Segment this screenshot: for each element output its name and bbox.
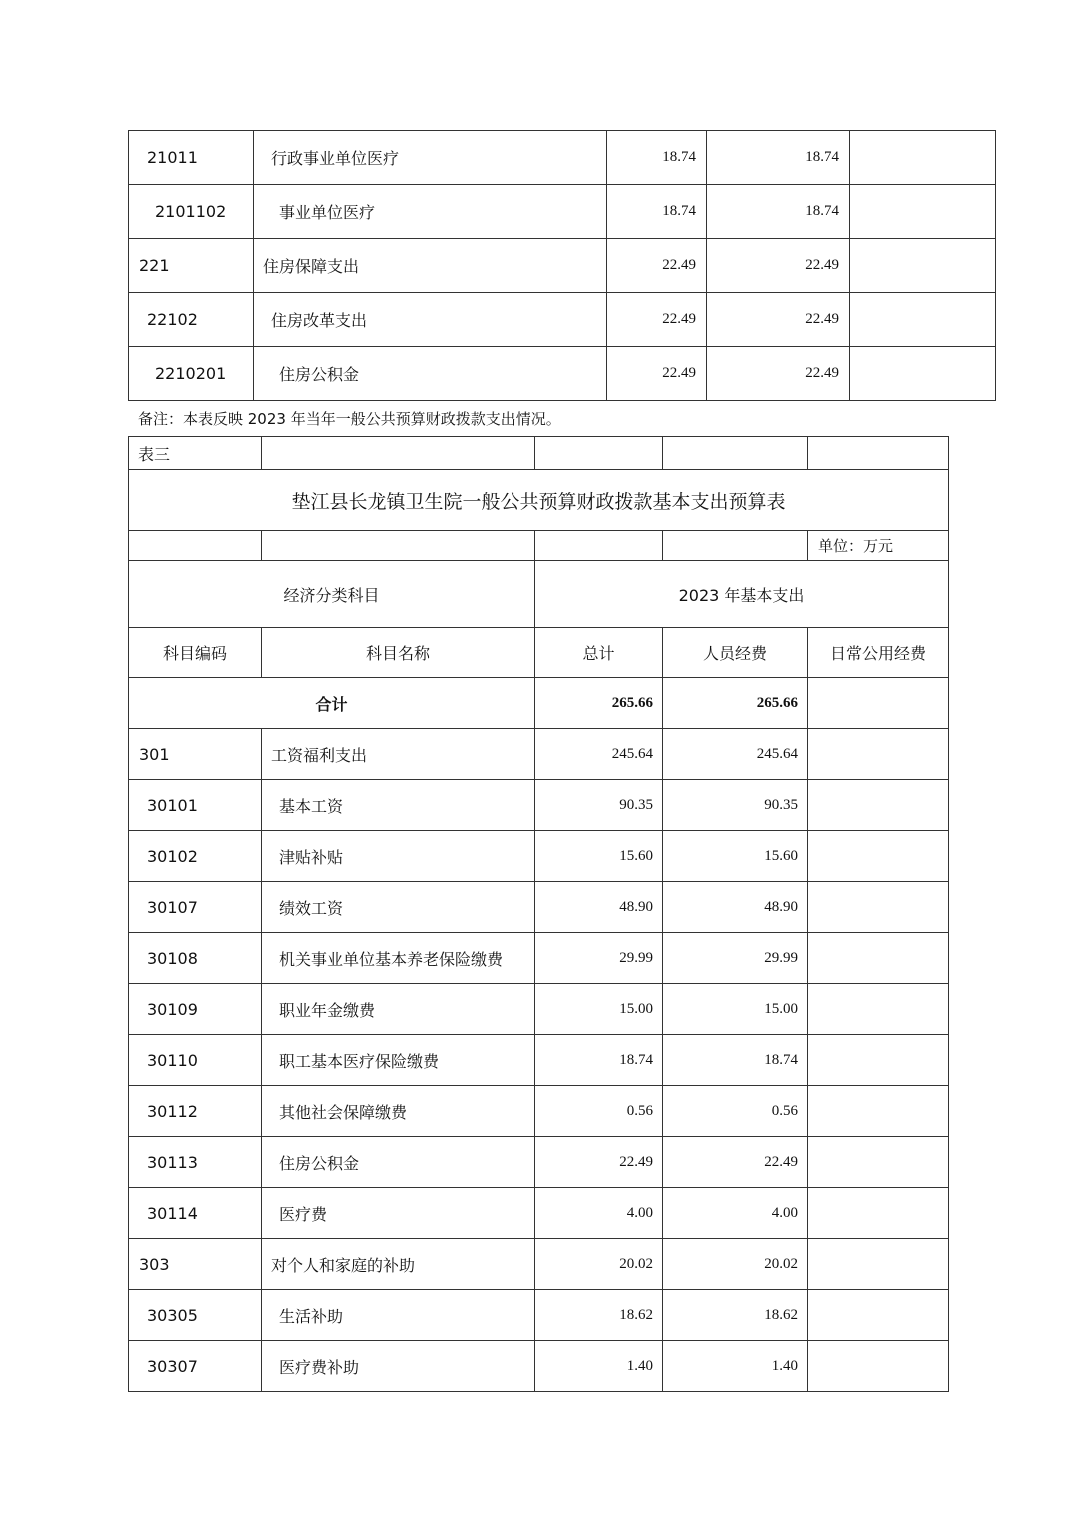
group-header-basic-expenditure: 2023 年基本支出 [535,561,949,628]
table-row [129,1086,949,1137]
row-code: 30112 [129,1086,262,1137]
row-personnel: 48.90 [663,882,808,933]
row-personnel: 20.02 [663,1239,808,1290]
row-total: 4.00 [535,1188,663,1239]
row-code: 301 [129,729,262,780]
row-personnel: 18.62 [663,1290,808,1341]
table-note: 备注：本表反映 2023 年当年一般公共预算财政拨款支出情况。 [138,410,561,428]
row-public [808,1290,949,1341]
row-value-1: 22.49 [607,347,707,401]
row-code: 30107 [129,882,262,933]
total-row-total: 265.66 [535,678,663,729]
row-personnel: 245.64 [663,729,808,780]
row-value-3 [850,347,996,401]
row-personnel: 0.56 [663,1086,808,1137]
row-name: 基本工资 [262,780,535,831]
total-row-label: 合计 [129,678,535,729]
table-row [129,882,949,933]
row-code: 30305 [129,1290,262,1341]
row-name: 住房保障支出 [254,239,607,293]
row-value-3 [850,131,996,185]
row-personnel: 18.74 [663,1035,808,1086]
row-total: 48.90 [535,882,663,933]
table-row [129,185,996,239]
row-value-2: 22.49 [707,347,850,401]
row-public [808,780,949,831]
row-value-1: 22.49 [607,293,707,347]
row-code: 221 [129,239,254,293]
unit-label: 单位：万元 [808,531,949,561]
row-personnel: 15.60 [663,831,808,882]
row-code: 2101102 [129,185,254,239]
row-total: 245.64 [535,729,663,780]
row-value-3 [850,185,996,239]
row-value-1: 22.49 [607,239,707,293]
row-code: 30110 [129,1035,262,1086]
table-row [129,729,949,780]
previous-table-continuation [128,130,996,401]
column-header-name: 科目名称 [262,628,535,678]
row-value-1: 18.74 [607,131,707,185]
row-total: 20.02 [535,1239,663,1290]
table-three [128,436,949,1392]
table-row [129,1137,949,1188]
row-public [808,1086,949,1137]
row-name: 生活补助 [262,1290,535,1341]
row-name: 津贴补贴 [262,831,535,882]
row-name: 事业单位医疗 [254,185,607,239]
table-row [129,1035,949,1086]
row-code: 303 [129,1239,262,1290]
table-row [129,831,949,882]
table-row [129,984,949,1035]
row-value-1: 18.74 [607,185,707,239]
row-public [808,1239,949,1290]
row-value-2: 18.74 [707,131,850,185]
group-header-classification: 经济分类科目 [129,561,535,628]
row-public [808,933,949,984]
row-name: 行政事业单位医疗 [254,131,607,185]
table-title: 垫江县长龙镇卫生院一般公共预算财政拨款基本支出预算表 [129,470,949,531]
row-public [808,1137,949,1188]
row-public [808,1341,949,1392]
row-public [808,1188,949,1239]
column-header-code: 科目编码 [129,628,262,678]
row-total: 22.49 [535,1137,663,1188]
row-name: 住房改革支出 [254,293,607,347]
row-total: 15.60 [535,831,663,882]
row-code: 30307 [129,1341,262,1392]
table-row [129,1290,949,1341]
row-name: 医疗费 [262,1188,535,1239]
row-name: 住房公积金 [254,347,607,401]
table-row [129,131,996,185]
table-row [129,780,949,831]
row-name: 医疗费补助 [262,1341,535,1392]
row-name: 其他社会保障缴费 [262,1086,535,1137]
row-name: 职业年金缴费 [262,984,535,1035]
row-public [808,984,949,1035]
row-code: 30113 [129,1137,262,1188]
table-row [129,1239,949,1290]
table-row [129,1188,949,1239]
row-value-3 [850,239,996,293]
row-personnel: 29.99 [663,933,808,984]
row-public [808,1035,949,1086]
total-row-personnel: 265.66 [663,678,808,729]
row-total: 18.74 [535,1035,663,1086]
row-total: 90.35 [535,780,663,831]
row-total: 15.00 [535,984,663,1035]
row-value-2: 22.49 [707,239,850,293]
row-public [808,729,949,780]
column-header-total: 总计 [535,628,663,678]
row-personnel: 22.49 [663,1137,808,1188]
row-value-2: 22.49 [707,293,850,347]
row-name: 机关事业单位基本养老保险缴费 [262,933,535,984]
table-row [129,933,949,984]
row-total: 29.99 [535,933,663,984]
total-row-public [808,678,949,729]
table-row [129,347,996,401]
row-code: 22102 [129,293,254,347]
row-personnel: 15.00 [663,984,808,1035]
table-label: 表三 [129,437,262,470]
row-value-2: 18.74 [707,185,850,239]
row-personnel: 90.35 [663,780,808,831]
row-code: 30109 [129,984,262,1035]
row-total: 18.62 [535,1290,663,1341]
column-header-personnel: 人员经费 [663,628,808,678]
table-row [129,239,996,293]
row-personnel: 4.00 [663,1188,808,1239]
row-public [808,831,949,882]
row-code: 21011 [129,131,254,185]
row-name: 对个人和家庭的补助 [262,1239,535,1290]
row-code: 30114 [129,1188,262,1239]
table-row [129,1341,949,1392]
row-total: 0.56 [535,1086,663,1137]
row-code: 30102 [129,831,262,882]
row-total: 1.40 [535,1341,663,1392]
row-personnel: 1.40 [663,1341,808,1392]
row-name: 住房公积金 [262,1137,535,1188]
row-public [808,882,949,933]
row-code: 30101 [129,780,262,831]
row-value-3 [850,293,996,347]
row-name: 职工基本医疗保险缴费 [262,1035,535,1086]
table-row [129,293,996,347]
row-code: 2210201 [129,347,254,401]
row-code: 30108 [129,933,262,984]
row-name: 绩效工资 [262,882,535,933]
row-name: 工资福利支出 [262,729,535,780]
column-header-public: 日常公用经费 [808,628,949,678]
